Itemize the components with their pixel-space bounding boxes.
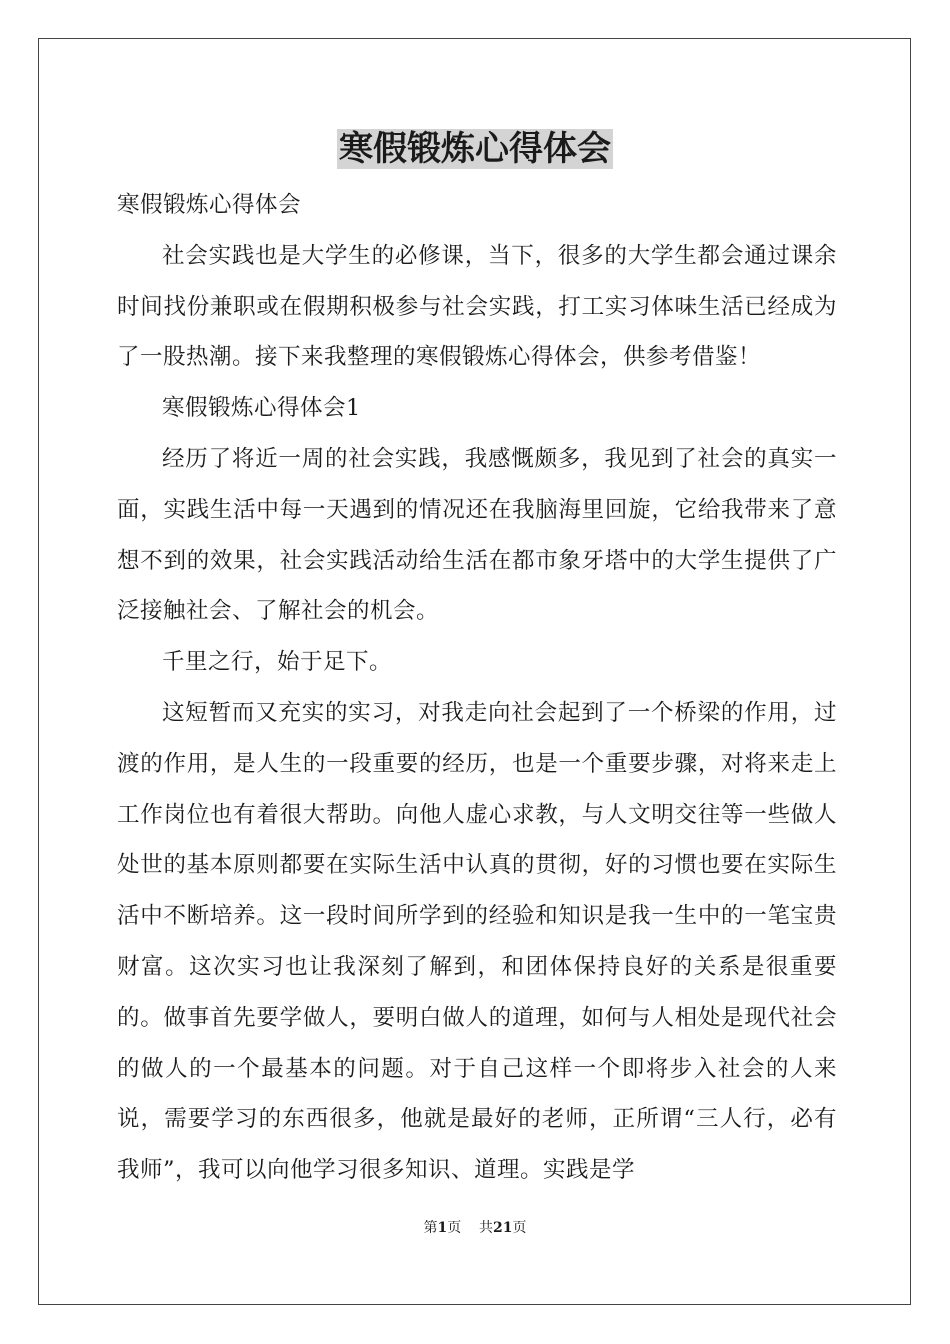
paragraph: 这短暂而又充实的实习，对我走向社会起到了一个桥梁的作用，过渡的作用，是人生的一段重要的经历，也是一个重要步骤，对将来走上工作岗位也有着很大帮助。向他人虚心求教，与人文明交往等一些做人处世的基本原则都要在实际生活中认真的贯彻，好的习惯也要在实际生活中不断培养。这一段时间所学到的经验和知识是我一生中的一笔宝贵财富。这次实习也让我深刻了解到，和团体保持良好的关系是很重要的。做事首先要学做人，要明白做人的道理，如何与人相处是现代社会的做人的一个最基本的问题。对于自己这样一个即将步入社会的人来说，需要学习的东西很多，他就是最好的老师，正所谓“三人行，必有我师”，我可以向他学习很多知识、道理。实践是学	[117, 699, 837, 1184]
section-heading: 寒假锻炼心得体会1	[162, 395, 361, 422]
paragraph: 经历了将近一周的社会实践，我感慨颇多，我见到了社会的真实一面，实践生活中每一天遇到的情况还在我脑海里回旋，它给我带来了意想不到的效果，社会实践活动给生活在都市象牙塔中的大学生提供了广泛接触社会、了解社会的机会。	[117, 445, 837, 625]
page-suffix: 页	[447, 1220, 462, 1236]
total-suffix: 页	[512, 1220, 527, 1236]
total-prefix: 共	[479, 1220, 494, 1236]
document-subtitle: 寒假锻炼心得体会	[117, 192, 302, 218]
page-footer	[0, 1218, 950, 1238]
paragraph-intro: 社会实践也是大学生的必修课，当下，很多的大学生都会通过课余时间找份兼职或在假期积极参与社会实践，打工实习体味生活已经成为了一股热潮。接下来我整理的寒假锻炼心得体会，供参考借鉴！	[117, 242, 837, 371]
page-title-text: 寒假锻炼心得体会	[339, 129, 611, 169]
page-number: 1	[437, 1220, 448, 1236]
paragraph: 千里之行，始于足下。	[162, 649, 393, 676]
total-pages: 21	[493, 1220, 513, 1236]
document-body	[117, 180, 837, 1196]
page-prefix: 第	[423, 1220, 438, 1236]
page-title	[0, 126, 950, 172]
